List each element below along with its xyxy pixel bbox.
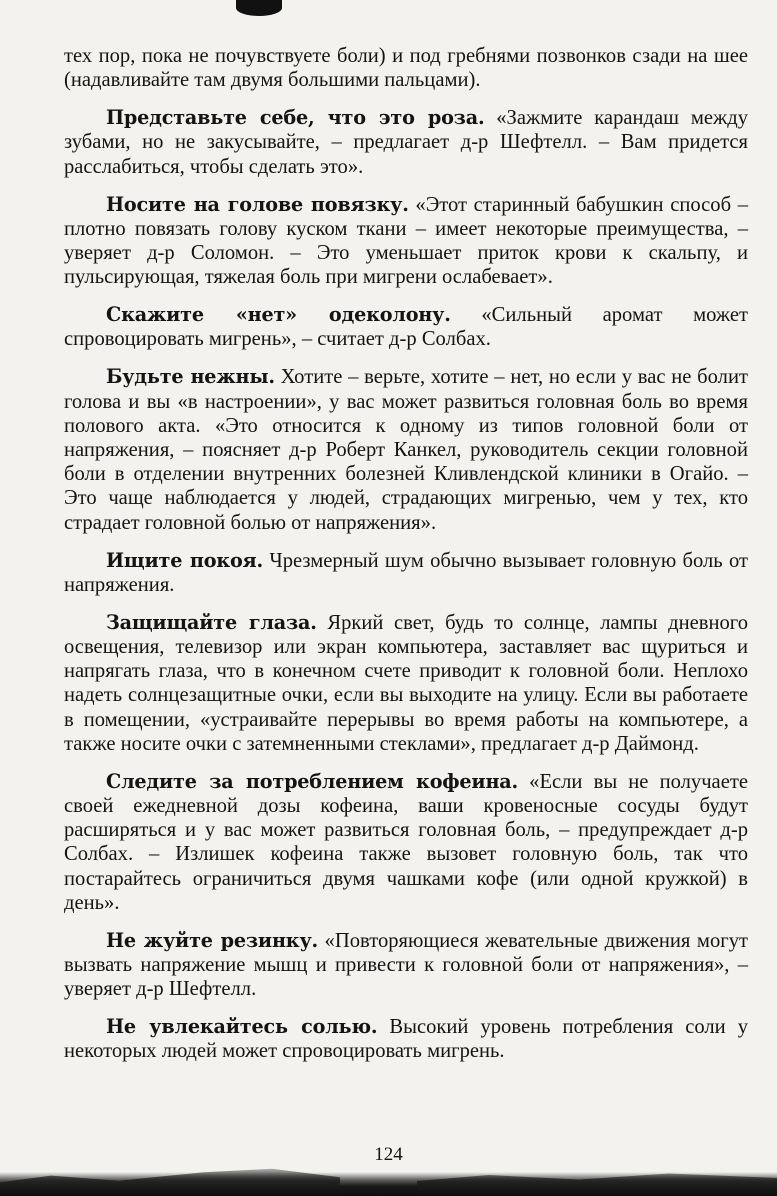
tip-text: Чрезмерный шум обычно вызывает головную боль от напряжения. <box>64 549 749 596</box>
page-body <box>64 44 748 1077</box>
tip-text: «Этот старинный бабушкин способ – плотно повязать голову куском ткани – имеет некоторые преимущества, – уверяет д-р Соломон. – Это уменьшает приток крови к скальпу, и пульсирующая, тяжелая боль при мигрени ослабевает». <box>64 193 749 289</box>
tip-heading: Защищайте глаза. <box>106 610 317 634</box>
tip-text: «Сильный аромат может спровоцировать мигрень», – считает д-р Солбах. <box>64 304 748 351</box>
tip-heading: Носите на голове повязку. <box>106 192 409 216</box>
opening-paragraph: тех пор, пока не почувствуете боли) и под гребнями позвонков сзади на шее (надавливайте там двумя большими пальцами). <box>64 45 748 92</box>
tip-heading: Не жуйте резинку. <box>106 928 319 952</box>
tip-text: Яркий свет, будь то солнце, лампы дневного освещения, телевизор или экран компьютера, заставляет вас щуриться и напрягать глаза, что в конечном счете приводит к головной боли. Неплохо надеть солнцезащитные очки, если вы выходите на улицу. Если вы работаете в помещении, «устраивайте перерывы во время работы на компьютере, а также носите очки с затемненными стеклами», предлагает д-р Даймонд. <box>64 611 748 755</box>
tip-heading: Ищите покоя. <box>106 548 264 572</box>
tip-heading: Не увлекайтесь солью. <box>106 1015 378 1039</box>
tip-heading: Скажите «нет» одеколону. <box>106 303 451 327</box>
tip-paragraph <box>64 549 748 597</box>
tip-heading: Следите за потреблением кофеина. <box>106 769 518 793</box>
tip-text: Хотите – верьте, хотите – нет, но если у вас не болит голова и вы «в настроении», у вас может развиться головная боль во время полового акта. «Это относится к одному из типов головной боли от напряжения, – поясняет д-р Роберт Канкел, руководитель секции головной боли в отделении внутренних болезней Кливлендской клиники в Огайо. – Это чаще наблюдается у людей, страдающих мигренью, чем у тех, кто страдает головной болью от напряжения». <box>64 366 748 534</box>
tip-paragraph <box>64 1015 748 1063</box>
tip-text: Высокий уровень потребления соли у некоторых людей может спровоцировать мигрень. <box>64 1016 748 1063</box>
scan-shadow-top <box>236 0 282 16</box>
scan-shadow-bottom-right <box>417 1166 777 1196</box>
scan-shadow-bottom-left <box>0 1162 340 1196</box>
tip-text: «Если вы не получаете своей ежедневной дозы кофеина, ваши кровеносные сосуды будут расширяться и у вас может развиться головная боль, – предупреждает д-р Солбах. – Излишек кофеина также вызовет головную боль, так что постарайтесь ограничиться двумя чашками кофе (или одной кружкой) в день». <box>64 770 748 914</box>
tip-text: «Зажмите карандаш между зубами, но не закусывайте, – предлагает д-р Шефтелл. – Вам придется расслабиться, чтобы сделать это». <box>64 107 748 178</box>
tip-paragraph <box>64 106 748 179</box>
tip-paragraph <box>64 193 748 290</box>
tip-paragraph <box>64 611 748 756</box>
page-number: 124 <box>374 1144 403 1165</box>
tip-heading: Представьте себе, что это роза. <box>106 106 485 130</box>
tip-text: «Повторяющиеся жевательные движения могут вызвать напряжение мышц и привести к головной боли от напряжения», – уверяет д-р Шефтелл. <box>64 929 748 1001</box>
tip-paragraph <box>64 365 748 534</box>
tip-heading: Будьте нежны. <box>106 365 275 389</box>
tip-paragraph <box>64 770 748 915</box>
tip-paragraph <box>64 929 748 1002</box>
tip-paragraph <box>64 303 748 351</box>
